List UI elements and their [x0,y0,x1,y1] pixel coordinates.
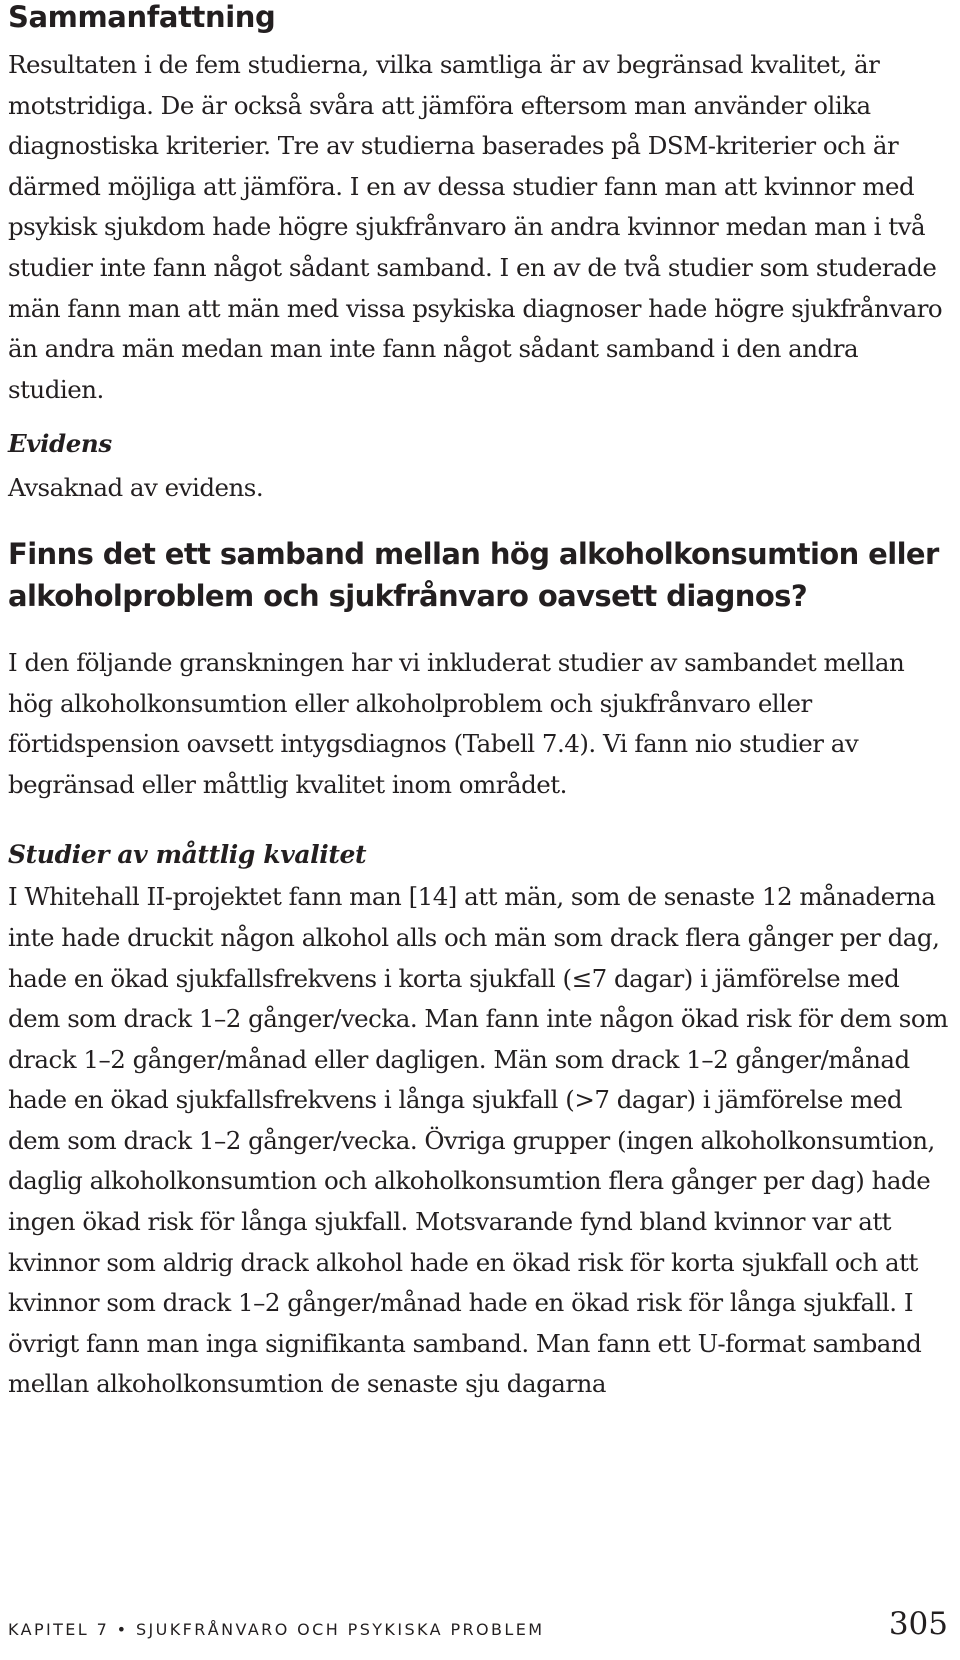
summary-paragraph: Resultaten i de fem studierna, vilka samtliga är av begränsad kvalitet, är motstridiga. De är också svåra att jämföra eftersom man använder olika diagnostiska kriterier. Tre av studierna baserades på DSM-kriterier och är därmed möjliga att jämföra. I en av dessa studier fann man att kvinnor med psykisk sjukdom hade högre sjukfrånvaro än andra kvinnor medan man i två studier inte fann något sådant samband. I en av de två studier som studerade män fann man att män med vissa psykiska diagnoser hade högre sjukfrånvaro än andra män medan man inte fann något sådant samband i den andra studien. [8,50,943,404]
page-content [8,0,954,1405]
studies-heading: Studier av måttlig kvalitet [8,840,367,870]
page-number: 305 [888,1606,948,1642]
page-footer [8,1606,948,1656]
footer-chapter-title: KAPITEL 7 • SJUKFRÅNVARO OCH PSYKISKA PROBLEM [8,1620,545,1639]
summary-heading: Sammanfattning [8,0,276,34]
studies-paragraph: I Whitehall II-projektet fann man [14] att män, som de senaste 12 månaderna inte hade druckit någon alkohol alls och män som drack flera gånger per dag, hade en ökad sjukfallsfrekvens i korta sjukfall (≤7 dagar) i jämförelse med dem som drack 1–2 gånger/vecka. Man fann inte någon ökad risk för dem som drack 1–2 gånger/månad eller dagligen. Män som drack 1–2 gånger/månad hade en ökad sjukfallsfrekvens i långa sjukfall (>7 dagar) i jämförelse med dem som drack 1–2 gånger/vecka. Övriga grupper (ingen alkoholkonsumtion, daglig alkoholkonsumtion och alkoholkonsumtion flera gånger per dag) hade ingen ökad risk för långa sjukfall. Motsvarande fynd bland kvinnor var att kvinnor som aldrig drack alkohol hade en ökad risk för korta sjukfall och att kvinnor som drack 1–2 gånger/månad hade en ökad risk för långa sjukfall. I övrigt fann man inga signifikanta samband. Man fann ett U-format samband mellan alkoholkonsumtion de senaste sju dagarna [8,882,948,1399]
question-paragraph: I den följande granskningen har vi inkluderat studier av sambandet mellan hög alkoholkonsumtion eller alkoholproblem och sjukfrånvaro eller förtidspension oavsett intygsdiagnos (Tabell 7.4). Vi fann nio studier av begränsad eller måttlig kvalitet inom området. [8,647,905,799]
question-heading: Finns det ett samband mellan hög alkoholkonsumtion eller alkoholproblem och sjukfrånvaro oavsett diagnos? [8,536,939,613]
evidens-heading: Evidens [8,429,112,459]
evidens-paragraph: Avsaknad av evidens. [8,473,264,503]
